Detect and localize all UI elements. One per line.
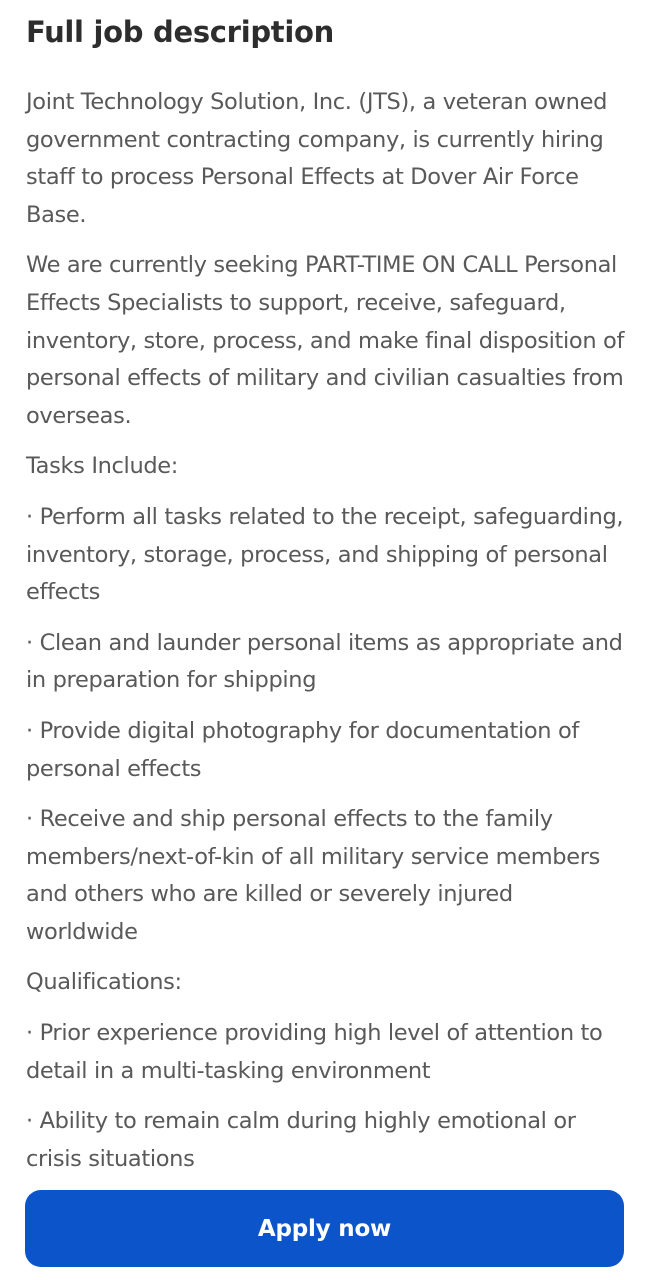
task-item: · Perform all tasks related to the receipt, safeguarding, inventory, storage, process, and shipping of personal effects <box>26 503 624 606</box>
tasks-heading: Tasks Include: <box>26 453 179 480</box>
apply-now-button[interactable]: Apply now <box>25 1190 624 1267</box>
description-paragraph-intro: Joint Technology Solution, Inc. (JTS), a veteran owned government contracting company, is currently hiring staff to process Personal Effects at Dover Air Force Base. <box>26 89 607 228</box>
task-item: · Receive and ship personal effects to the family members/next-of-kin of all military service members and others who are killed or severely injured worldwide <box>26 806 600 945</box>
section-heading: Full job description <box>26 15 334 49</box>
apply-bar <box>25 1190 624 1267</box>
task-item: · Provide digital photography for documentation of personal effects <box>26 717 579 782</box>
qualification-item: · Ability to remain calm during highly emotional or crisis situations <box>26 1108 576 1172</box>
job-description-section <box>26 12 626 1191</box>
qualifications-heading: Qualifications: <box>26 969 182 996</box>
task-item: · Clean and launder personal items as appropriate and in preparation for shipping <box>26 629 623 694</box>
qualification-item: · Prior experience providing high level of attention to detail in a multi-tasking environment <box>26 1020 603 1084</box>
description-paragraph-seeking: We are currently seeking PART-TIME ON CALL Personal Effects Specialists to support, receive, safeguard, inventory, store, process, and make final disposition of personal effects of military and civilian casualties from overseas. <box>26 252 625 429</box>
